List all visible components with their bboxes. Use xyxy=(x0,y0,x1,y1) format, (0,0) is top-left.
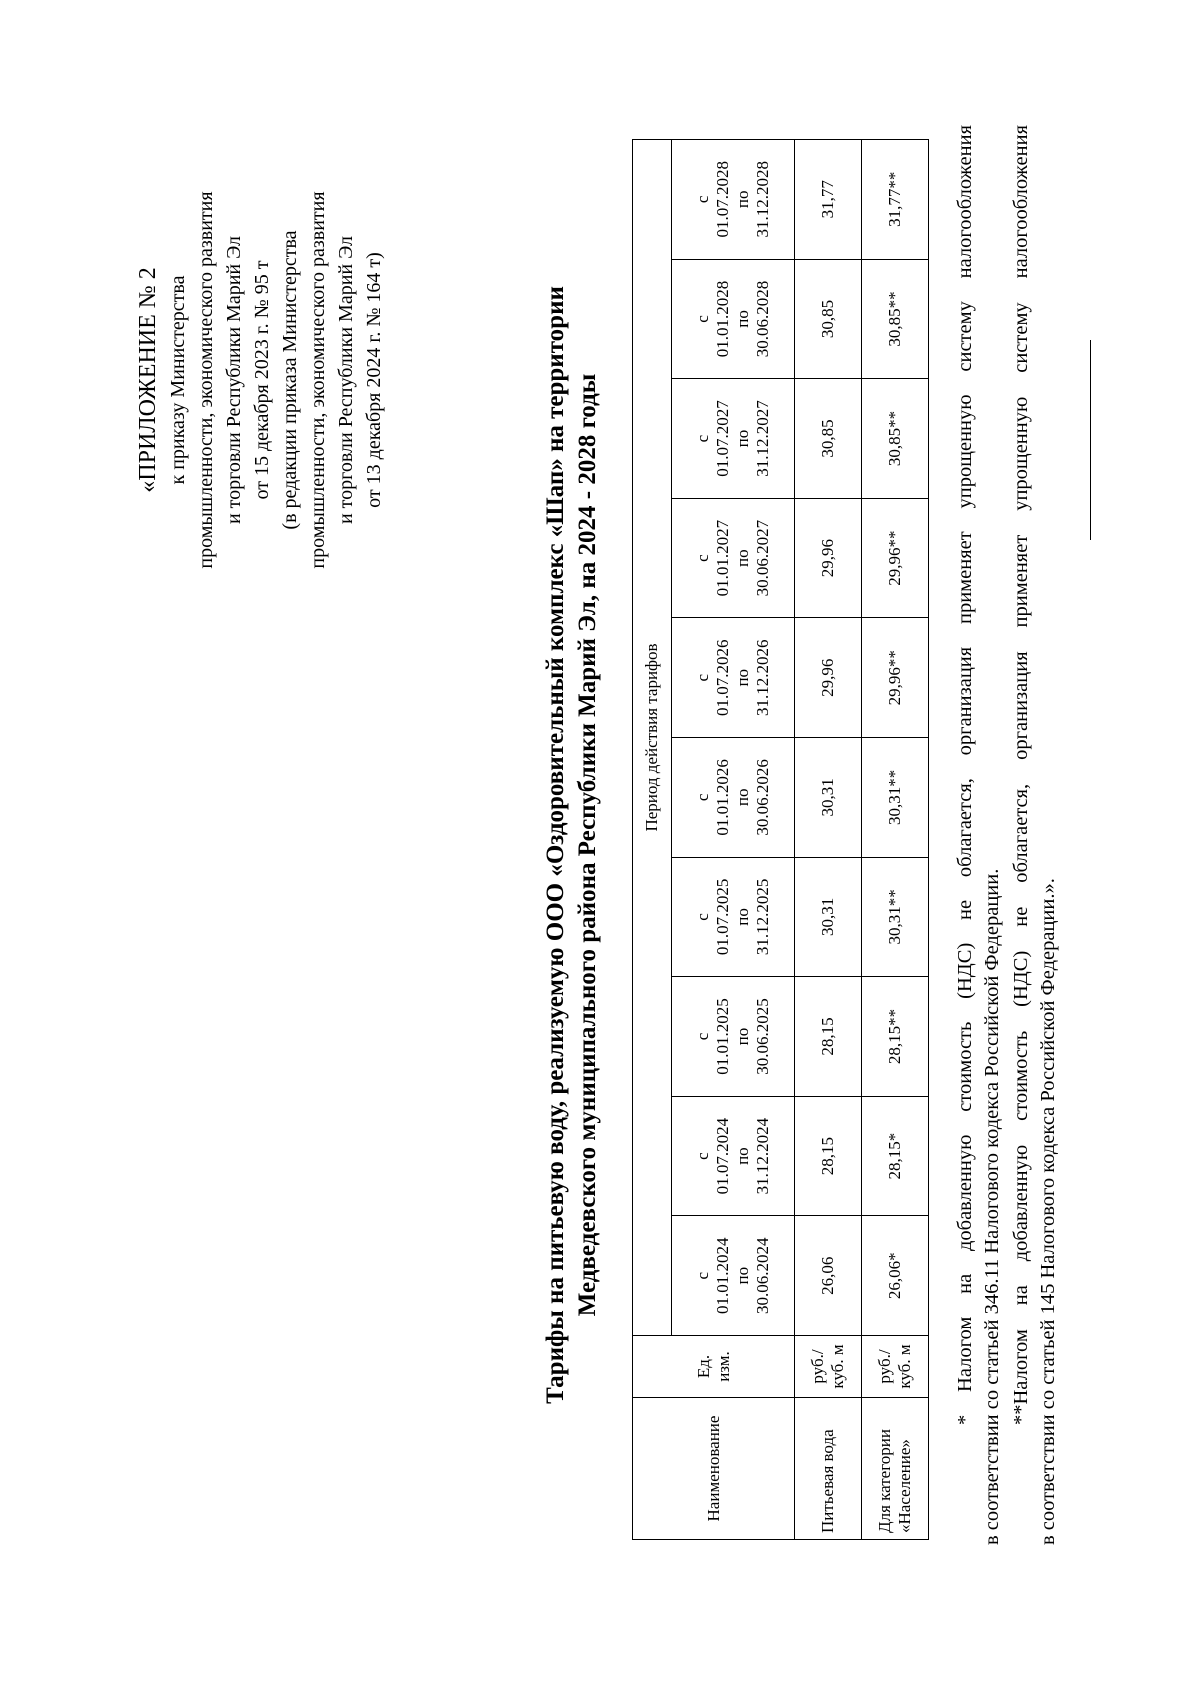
approval-line: и торговли Республики Марий Эл xyxy=(223,235,245,525)
period-to: по xyxy=(733,1147,752,1165)
period-to: по xyxy=(733,1027,752,1046)
tariff-value: 30,85 xyxy=(795,379,862,499)
period-start: 01.01.2027 xyxy=(713,519,732,597)
tariff-value: 28,15* xyxy=(862,1096,929,1216)
footnotes xyxy=(952,125,1064,1545)
period-from: с xyxy=(693,1152,712,1160)
tariff-value: 30,85 xyxy=(795,259,862,379)
period-from: с xyxy=(693,315,712,323)
header-period: Период действия тарифов xyxy=(633,139,672,1335)
row-unit: руб./ куб. м xyxy=(795,1336,862,1398)
period-cell xyxy=(672,977,795,1097)
period-cell xyxy=(672,379,795,499)
period-end: 30.06.2028 xyxy=(753,280,772,358)
approval-line: (в редакции приказа Министерства xyxy=(279,230,301,530)
tariff-value: 29,96 xyxy=(795,618,862,738)
period-start: 01.01.2026 xyxy=(713,759,732,836)
period-start: 01.01.2028 xyxy=(713,280,732,358)
period-start: 01.01.2025 xyxy=(713,998,732,1075)
table-row xyxy=(795,139,862,1539)
header-unit: Ед. изм. xyxy=(633,1336,795,1398)
period-end: 31.12.2024 xyxy=(753,1117,772,1195)
period-to: по xyxy=(733,429,752,448)
tariff-value: 26,06 xyxy=(795,1216,862,1336)
period-from: с xyxy=(693,673,712,682)
tariff-value: 30,85** xyxy=(862,259,929,379)
tariff-value: 31,77 xyxy=(795,139,862,259)
period-from: с xyxy=(693,793,712,802)
period-to: по xyxy=(733,1266,752,1285)
period-end: 30.06.2026 xyxy=(753,759,772,836)
table-row xyxy=(862,139,929,1539)
period-start: 01.07.2024 xyxy=(713,1117,732,1195)
period-end: 31.12.2026 xyxy=(753,639,772,716)
tariff-value: 29,96** xyxy=(862,618,929,738)
footnote-1-line-2: в соответствии со статьей 346.11 Налогового кодекса Российской Федерации. xyxy=(981,868,1003,1545)
period-start: 01.07.2026 xyxy=(713,639,732,716)
approval-line: от 15 декабря 2023 г. № 95 т xyxy=(251,260,273,500)
footnote-2-line-1: **Налогом на добавленную стоимость (НДС) не облагается, организация применяет упрощенную систему налогообложения xyxy=(1010,125,1032,1425)
separator-line xyxy=(1090,340,1091,540)
row-name: Питьевая вода xyxy=(795,1398,862,1540)
period-end: 31.12.2028 xyxy=(753,161,772,238)
period-cell xyxy=(672,618,795,738)
title-line-1: Тарифы на питьевую воду, реализуемую ООО «Оздоровительный комплекс «Шап» на территории xyxy=(542,286,569,1404)
period-cell xyxy=(672,1216,795,1336)
tariff-value: 28,15 xyxy=(795,1096,862,1216)
approval-line: и торговли Республики Марий Эл xyxy=(335,235,357,525)
tariff-value: 28,15** xyxy=(862,977,929,1097)
period-end: 30.06.2024 xyxy=(753,1237,772,1314)
period-to: по xyxy=(733,788,752,807)
tariff-value: 31,77** xyxy=(862,139,929,259)
header-name: Наименование xyxy=(633,1398,795,1540)
period-end: 30.06.2027 xyxy=(753,519,772,597)
table-header-row xyxy=(633,139,672,1539)
tariff-value: 29,96 xyxy=(795,498,862,618)
row-name: Для категории «Население» xyxy=(862,1398,929,1540)
approval-line: промышленности, экономического развития xyxy=(307,191,329,569)
period-cell xyxy=(672,498,795,618)
period-start: 01.07.2028 xyxy=(713,161,732,238)
tariff-value: 30,31 xyxy=(795,738,862,858)
period-start: 01.07.2025 xyxy=(713,878,732,956)
period-cell xyxy=(672,857,795,977)
approval-line: промышленности, экономического развития xyxy=(195,191,217,569)
period-from: с xyxy=(693,913,712,921)
period-to: по xyxy=(733,310,752,328)
tariff-value: 30,31** xyxy=(862,738,929,858)
period-from: с xyxy=(693,554,712,562)
period-end: 31.12.2025 xyxy=(753,878,772,956)
period-cell xyxy=(672,1096,795,1216)
footnote-1-line-1: * Налогом на добавленную стоимость (НДС) не облагается, организация применяет упрощенную систему налогообложения xyxy=(954,125,976,1425)
period-header-row xyxy=(672,139,795,1539)
period-from: с xyxy=(693,1032,712,1041)
period-to: по xyxy=(733,908,752,926)
approval-line: к приказу Министерства xyxy=(167,275,189,485)
period-end: 31.12.2027 xyxy=(753,400,772,477)
period-cell xyxy=(672,259,795,379)
period-to: по xyxy=(733,549,752,567)
tariff-value: 26,06* xyxy=(862,1216,929,1336)
tariff-value: 30,31** xyxy=(862,857,929,977)
footnote-2-line-2: в соответствии со статьей 145 Налогового кодекса Российской Федерации.». xyxy=(1037,878,1059,1545)
appendix-heading: «ПРИЛОЖЕНИЕ № 2 xyxy=(135,267,161,493)
period-start: 01.07.2027 xyxy=(713,400,732,477)
row-unit: руб./ куб. м xyxy=(862,1336,929,1398)
approval-block xyxy=(132,70,388,690)
period-cell xyxy=(672,738,795,858)
approval-line: от 13 декабря 2024 г. № 164 т) xyxy=(363,252,385,508)
period-to: по xyxy=(733,190,752,209)
tariff-value: 29,96** xyxy=(862,498,929,618)
period-from: с xyxy=(693,434,712,443)
period-start: 01.01.2024 xyxy=(713,1237,732,1314)
tariff-value: 28,15 xyxy=(795,977,862,1097)
tariff-value: 30,31 xyxy=(795,857,862,977)
tariff-value: 30,85** xyxy=(862,379,929,499)
period-to: по xyxy=(733,668,752,687)
period-end: 30.06.2025 xyxy=(753,998,772,1075)
period-from: с xyxy=(693,195,712,204)
period-from: с xyxy=(693,1271,712,1280)
title-line-2: Медведевского муниципального района Республики Марий Эл, на 2024 - 2028 годы xyxy=(574,373,601,1317)
document-title xyxy=(540,150,604,1540)
period-cell xyxy=(672,139,795,259)
tariff-table xyxy=(632,139,929,1540)
